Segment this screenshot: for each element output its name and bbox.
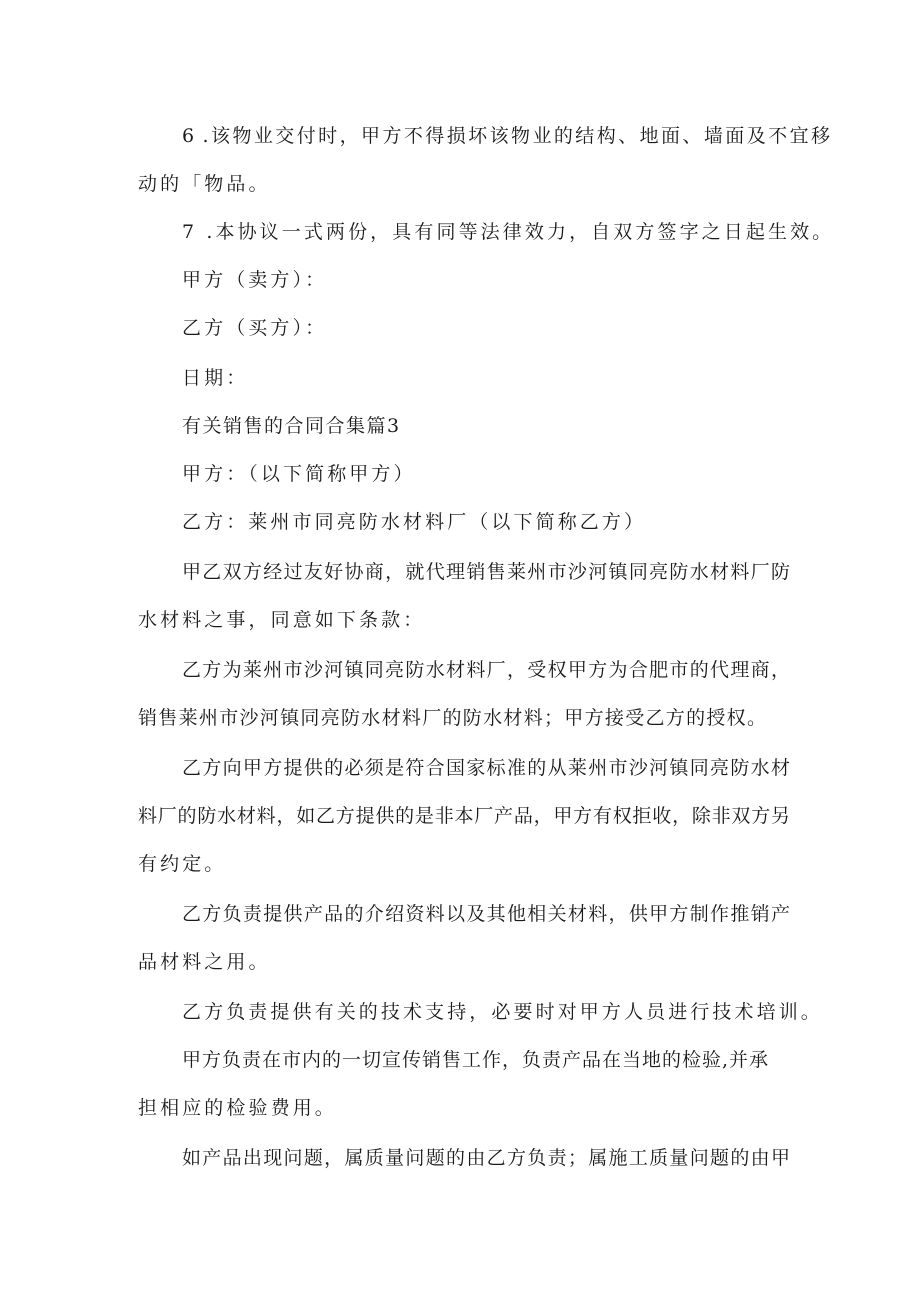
term-1-line-2: 销售莱州市沙河镇同亮防水材料厂的防水材料；甲方接受乙方的授权。 xyxy=(138,707,766,729)
term-3-line-1: 乙方负责提供产品的介绍资料以及其他相关材料，供甲方制作推销产 xyxy=(182,903,790,925)
term-6-line-1: 如产品出现问题，属质量问题的由乙方负责；属施工质量问题的由甲 xyxy=(182,1147,790,1169)
term-2-line-1: 乙方向甲方提供的必须是符合国家标准的从莱州市沙河镇同亮防水材 xyxy=(182,757,790,779)
preamble-line-2: 水材料之事，同意如下条款： xyxy=(138,609,426,631)
party-b-buyer-label: 乙方（买方）： xyxy=(182,317,328,339)
party-a-seller-label: 甲方（卖方）： xyxy=(182,269,328,291)
clause-6-line-2: 动的「物品。 xyxy=(138,173,271,195)
term-2-line-2: 料厂的防水材料，如乙方提供的是非本厂产品，甲方有权拒收，除非双方另 xyxy=(138,805,790,827)
preamble-line-1: 甲乙双方经过友好协商，就代理销售莱州市沙河镇同亮防水材料厂防 xyxy=(182,561,790,583)
clause-6-line-1: 6 .该物业交付时，甲方不得损坏该物业的结构、地面、墙面及不宜移 xyxy=(182,125,830,147)
term-1-line-1: 乙方为莱州市沙河镇同亮防水材料厂，受权甲方为合肥市的代理商， xyxy=(182,659,790,681)
section-title: 有关销售的合同合集篇3 xyxy=(182,415,401,437)
party-b-intro: 乙方：莱州市同亮防水材料厂（以下简称乙方） xyxy=(182,511,647,533)
term-2-line-3: 有约定。 xyxy=(138,853,227,875)
clause-7: 7 .本协议一式两份，具有同等法律效力，自双方签字之日起生效。 xyxy=(182,221,835,243)
term-5-line-2: 担相应的检验费用。 xyxy=(138,1097,337,1119)
term-4: 乙方负责提供有关的技术支持，必要时对甲方人员进行技术培训。 xyxy=(182,1001,823,1023)
term-3-line-2: 品材料之用。 xyxy=(138,951,271,973)
term-5-line-1: 甲方负责在市内的一切宣传销售工作，负责产品在当地的检验,并承 xyxy=(182,1049,768,1071)
party-a-intro: 甲方：（以下简称甲方） xyxy=(182,463,416,485)
date-label: 日期： xyxy=(182,367,249,389)
